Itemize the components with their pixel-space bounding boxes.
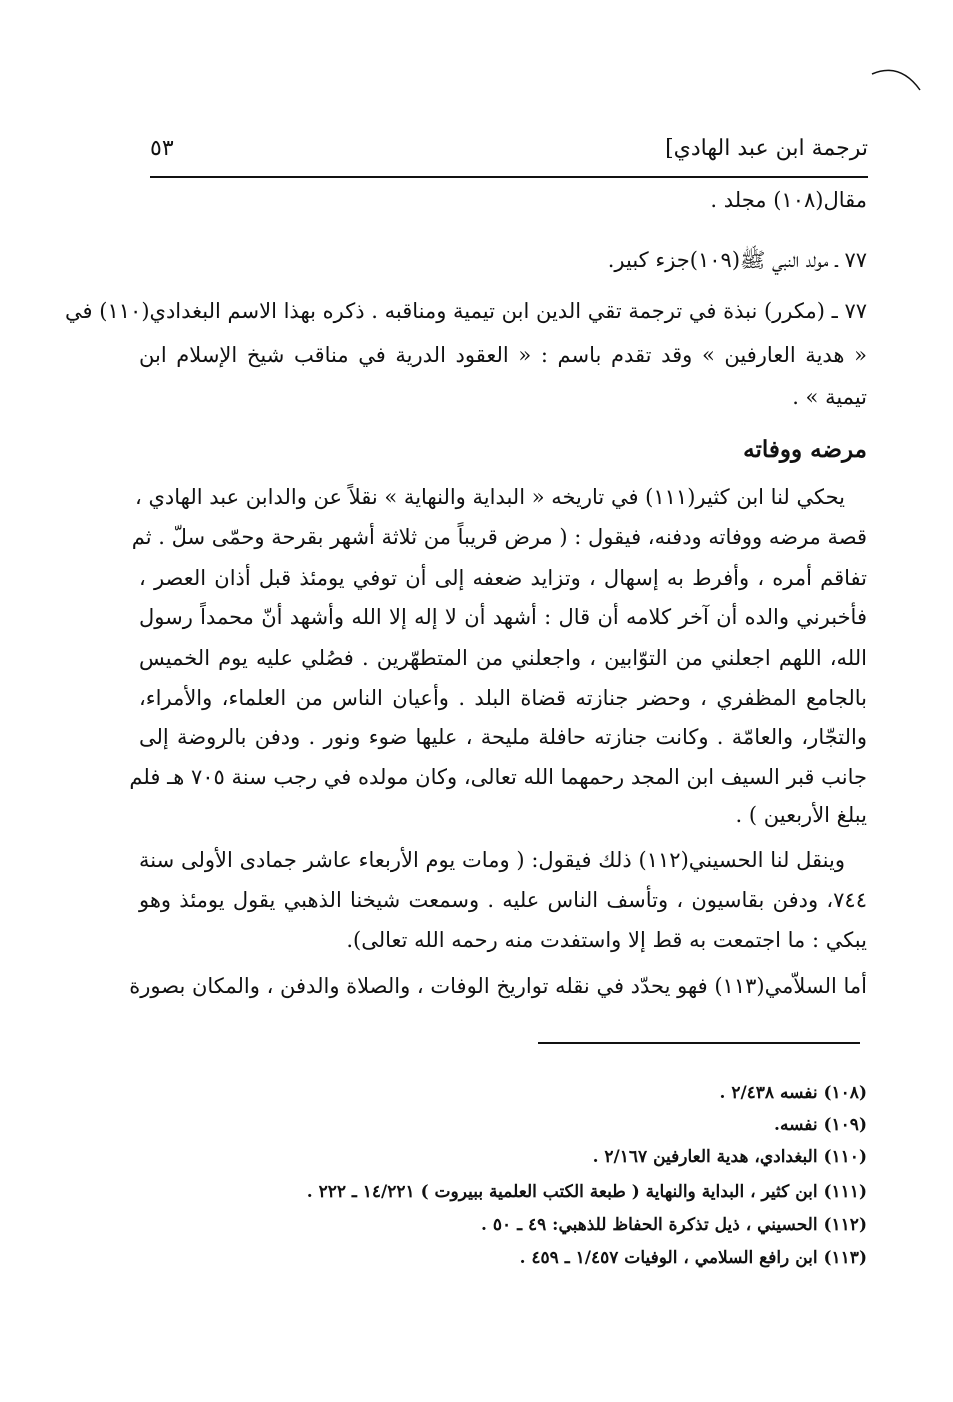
footnote: (١٠٨) نفسه ٢/٤٣٨ . bbox=[719, 1083, 867, 1103]
body-line: بالجامع المظفري ، وحضر جنازته قضاة البلد . وأعيان الناس من العلماء، والأمراء، bbox=[139, 686, 867, 710]
intro-line: مقال(١٠٨) مجلد . bbox=[710, 188, 867, 212]
page-number: ٥٣ bbox=[150, 135, 174, 161]
body-line: تفاقم أمره ، وأفرط به إسهال ، وتزايد ضعفه إلى أن توفي يومئذ قبل أذان العصر ، bbox=[139, 566, 867, 590]
running-header bbox=[150, 128, 868, 168]
header-rule bbox=[150, 176, 868, 178]
intro-line: ٧٧ ـ (مكرر) نبذة في ترجمة تقي الدين ابن تيمية ومناقبه . ذكره بهذا الاسم البغدادي(١١٠) في bbox=[65, 299, 867, 323]
intro-line: تيمية » . bbox=[792, 385, 867, 409]
footnote: (١١٠) البغدادي، هدية العارفين ٢/١٦٧ . bbox=[592, 1147, 867, 1167]
body-line: يبلغ الأربعين ) . bbox=[735, 803, 867, 827]
footnote: (١١٢) الحسيني ، ذيل تذكرة الحفاظ للذهبي: ٤٩ ـ ٥٠ . bbox=[481, 1215, 867, 1235]
body-line: والتجّار، والعامّة . وكانت جنازته حافلة مليحة ، عليها ضوء ونور . ودفن بالروضة إلى bbox=[139, 725, 867, 749]
body-line: يحكي لنا ابن كثير(١١١) في تاريخه « البداية والنهاية » نقلاً عن والدابن عبد الهادي ، bbox=[135, 485, 845, 509]
body-line: يبكي : ما اجتمعت به قط إلا واستفدت منه رحمه الله تعالى). bbox=[346, 928, 867, 952]
body-line: وينقل لنا الحسيني(١١٢) ذلك فيقول: ( ومات يوم الأربعاء عاشر جمادى الأولى سنة bbox=[139, 848, 845, 872]
header-title: ترجمة ابن عبد الهادي] bbox=[665, 135, 868, 161]
body-line: أما السلاّمي(١١٣) فهو يحدّد في نقله تواريخ الوفات ، والصلاة والدفن ، والمكان بصورة bbox=[129, 974, 867, 998]
intro-line: ٧٧ ـ مولد النبي ﷺ(١٠٩)جزء كبير. bbox=[607, 248, 867, 272]
body-line: قصة مرضه ووفاته ودفنه، فيقول : ( مرض قريباً من ثلاثة أشهر بقرحة وحمّى سلّ . ثم bbox=[131, 525, 867, 549]
footnote-rule bbox=[538, 1042, 860, 1044]
body-line: ٧٤٤، ودفن بقاسيون ، وتأسف الناس عليه . وسمعت شيخنا الذهبي يقول يومئذ وهو bbox=[139, 888, 867, 912]
body-line: جانب قبر السيف ابن المجد رحمهما الله تعالى، وكان مولده في رجب سنة ٧٠٥ هـ فلم bbox=[129, 765, 867, 789]
footnote: (١١٣) ابن رافع السلامي ، الوفيات ١/٤٥٧ ـ ٤٥٩ . bbox=[519, 1248, 867, 1268]
body-line: فأخبرني والده أن آخر كلامه أن قال : أشهد أن لا إله إلا الله وأشهد أنّ محمداً رسول bbox=[139, 605, 867, 629]
footnote: (١١١) ابن كثير ، البداية والنهاية ( طبعة الكتب العلمية ببيروت ) ١٤/٢٢١ ـ ٢٢٢ . bbox=[306, 1182, 867, 1202]
intro-line: « هدية العارفين » وقد تقدم باسم : « العقود الدرية في مناقب شيخ الإسلام ابن bbox=[139, 343, 867, 367]
footnote: (١٠٩) نفسه. bbox=[774, 1115, 867, 1135]
section-title: مرضه ووفاته bbox=[743, 436, 867, 463]
body-line: الله، اللهم اجعلني من التوّابين ، واجعلني من المتطهّرين . فصُلي عليه يوم الخميس bbox=[139, 646, 867, 670]
